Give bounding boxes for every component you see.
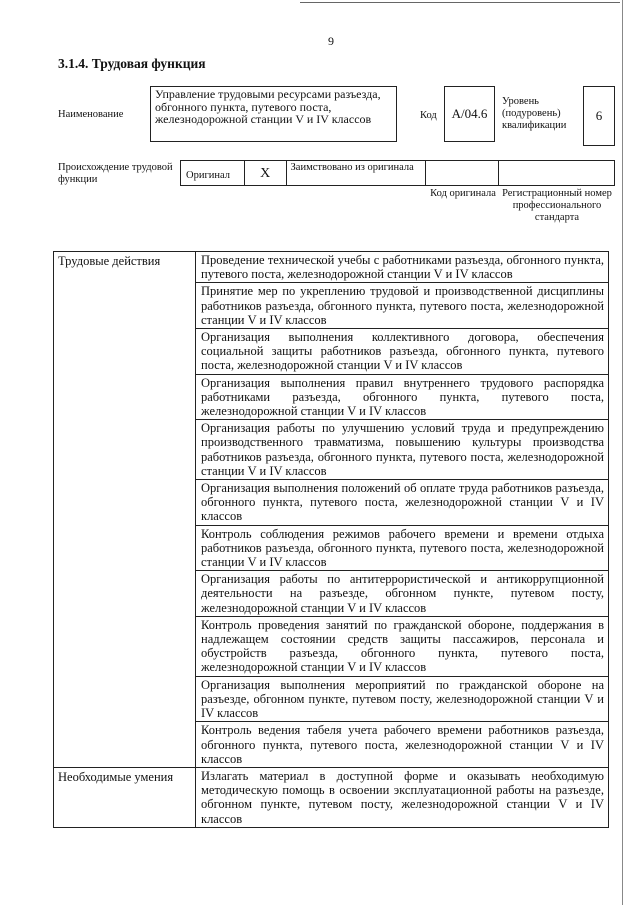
labor-action-item: Контроль ведения табеля учета рабочего времени работников разъезда, обгонного пункта, путевого поста, железнодорожной станции V и IV классов: [196, 722, 609, 768]
registration-label: Регистрационный номер профессионального стандарта: [502, 188, 612, 223]
labor-action-item: Организация выполнения правил внутреннего трудового распорядка работниками разъезда, обгонного пункта, путевого поста, железнодорожной станции V и IV классов: [196, 374, 609, 420]
labor-action-item: Организация выполнения коллективного договора, обеспечения социальной защиты работников разъезда, обгонного пункта, путевого поста, железнодорожной станции V и IV классов: [196, 329, 609, 375]
required-skills-heading: Необходимые умения: [54, 767, 196, 827]
original-code-label: Код оригинала: [430, 188, 496, 199]
labor-actions-heading: Трудовые действия: [54, 252, 196, 768]
function-details-table: [53, 251, 609, 828]
original-code-cell: [426, 161, 499, 185]
labor-action-item: Организация выполнения положений об оплате труда работников разъезда, обгонного пункта, путевого поста, железнодорожной станции V и IV классов: [196, 480, 609, 526]
labor-action-item: Контроль проведения занятий по гражданской обороне, поддержания в надлежащем состоянии средств защиты пассажиров, персонала и обустройств разъезда, обгонного пункта, путевого поста, железнодорожной станции V и IV классов: [196, 616, 609, 676]
table-row: [54, 767, 609, 827]
section-title: 3.1.4. Трудовая функция: [58, 56, 206, 71]
code-label: Код: [420, 110, 437, 121]
function-code-box: А/04.6: [444, 86, 495, 142]
labor-action-item: Организация работы по антитеррористической и антикоррупционной деятельности на разъезде, обгонном пункте, путевом посту, железнодорожной станции V и IV классов: [196, 571, 609, 617]
level-label: Уровень (подуровень) квалификации: [502, 96, 567, 131]
required-skill-item: Излагать материал в доступной форме и оказывать необходимую методическую помощь в освоении эксплуатационной работы на разъезде, обгонном пункте, путевом посту, железнодорожной станции V и IV классов: [196, 767, 609, 827]
original-cell: Оригинал: [181, 161, 245, 185]
scan-edge-top: [300, 2, 620, 3]
function-name-box: Управление трудовыми ресурсами разъезда, обгонного пункта, путевого поста, железнодорожной станции V и IV классов: [150, 86, 397, 142]
borrowed-cell: Заимствовано из оригинала: [287, 161, 426, 185]
labor-action-item: Принятие мер по укреплению трудовой и производственной дисциплины работников разъезда, обгонного пункта, путевого поста, железнодорожной станции V и IV классов: [196, 283, 609, 329]
original-mark: X: [245, 161, 287, 185]
page-number: 9: [328, 34, 334, 48]
labor-action-item: Организация выполнения мероприятий по гражданской обороне на разъезде, обгонном пункте, путевом посту, железнодорожной станции V и IV классов: [196, 676, 609, 722]
labor-action-item: Контроль соблюдения режимов рабочего времени и времени отдыха работников разъезда, обгонного пункта, путевого поста, железнодорожной станции V и IV классов: [196, 525, 609, 571]
origin-label: Происхождение трудовой функции: [58, 162, 173, 185]
table-row: [54, 252, 609, 283]
scan-edge-right: [622, 0, 623, 905]
labor-action-item: Организация работы по улучшению условий труда и предупреждению производственного травматизма, повышению культуры производства работников разъезда, обгонного пункта, путевого поста, железнодорожной станции V и IV классов: [196, 420, 609, 480]
origin-table: [180, 160, 615, 186]
registration-number-cell: [499, 161, 614, 185]
qualification-level-box: 6: [583, 86, 615, 146]
name-label: Наименование: [58, 109, 124, 120]
labor-action-item: Проведение технической учебы с работниками разъезда, обгонного пункта, путевого поста, железнодорожной станции V и IV классов: [196, 252, 609, 283]
